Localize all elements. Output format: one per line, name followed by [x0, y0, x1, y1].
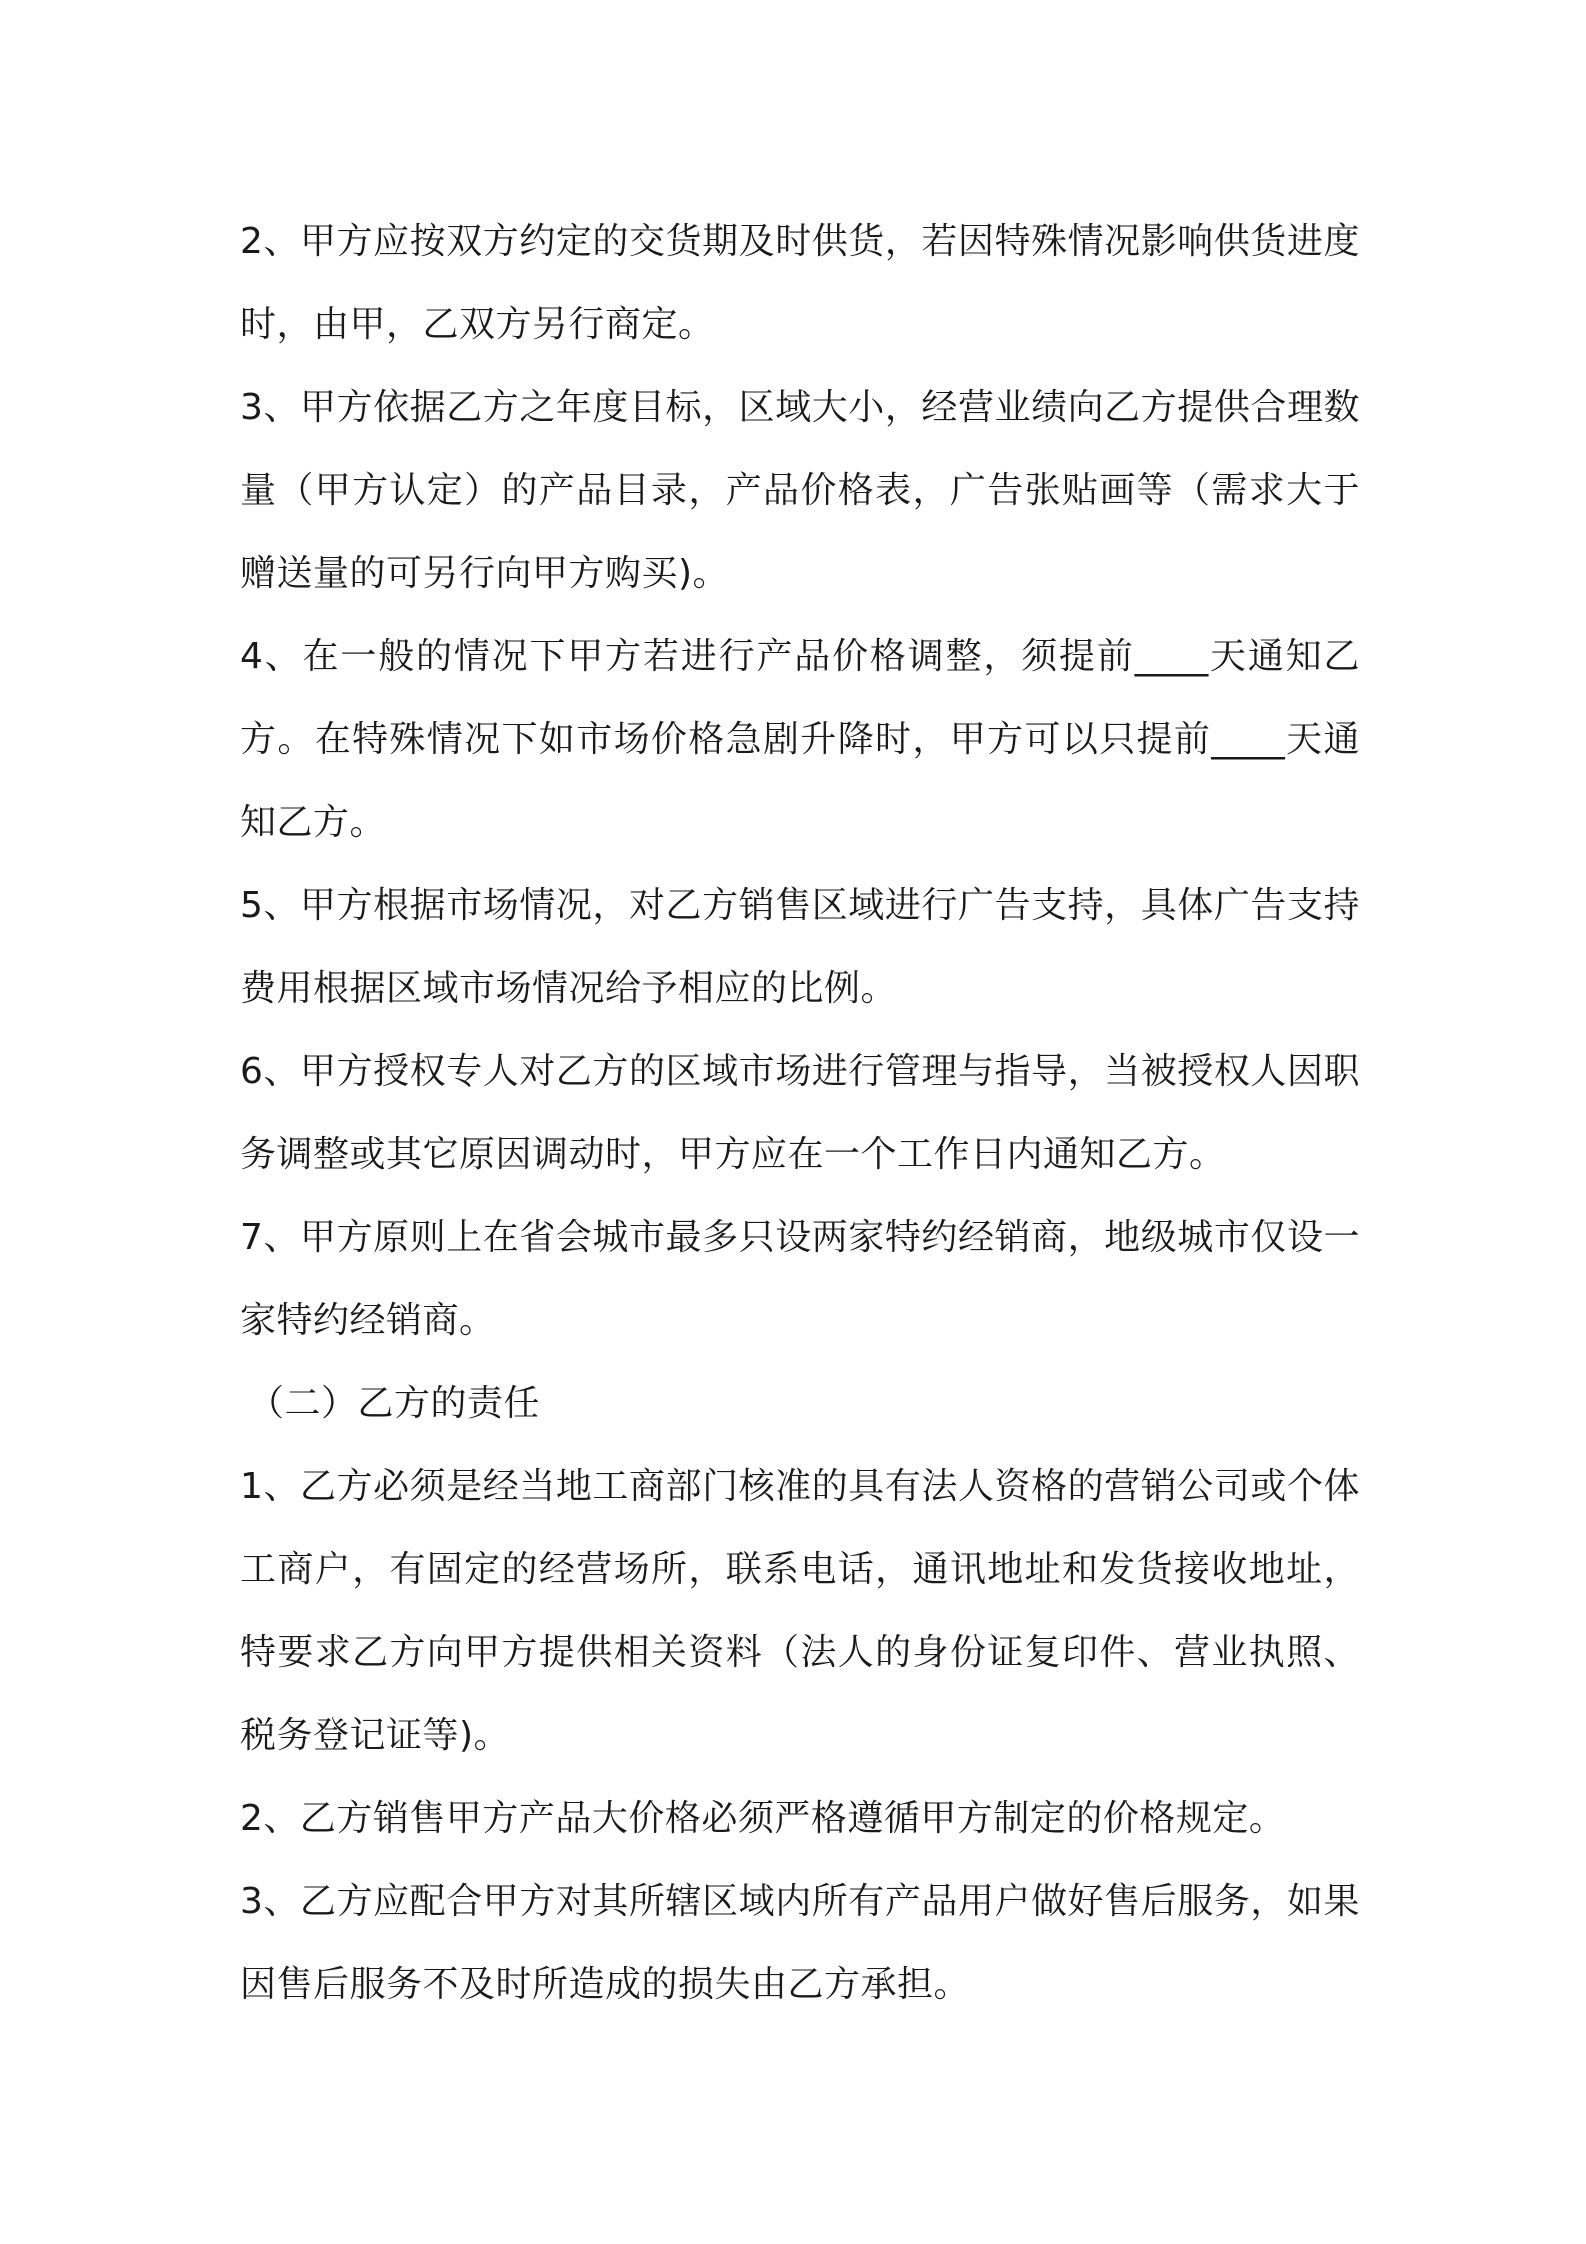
party-b-clause-2: 2、乙方销售甲方产品大价格必须严格遵循甲方制定的价格规定。 [240, 1798, 1286, 1839]
document-body [240, 200, 1360, 2026]
clause-7: 7、甲方原则上在省会城市最多只设两家特约经销商，地级城市仅设一家特约经销商。 [240, 1217, 1360, 1341]
clause-6: 6、甲方授权专人对乙方的区域市场进行管理与指导，当被授权人因职务调整或其它原因调动时，甲方应在一个工作日内通知乙方。 [240, 1051, 1360, 1175]
clause-5: 5、甲方根据市场情况，对乙方销售区域进行广告支持，具体广告支持费用根据区域市场情况给予相应的比例。 [240, 885, 1360, 1009]
party-b-clause-1: 1、乙方必须是经当地工商部门核准的具有法人资格的营销公司或个体工商户，有固定的经营场所，联系电话，通讯地址和发货接收地址，特要求乙方向甲方提供相关资料（法人的身份证复印件、营业执照、税务登记证等)。 [240, 1466, 1360, 1756]
party-b-clause-3: 3、乙方应配合甲方对其所辖区域内所有产品用户做好售后服务，如果因售后服务不及时所造成的损失由乙方承担。 [240, 1881, 1360, 2005]
clause-3: 3、甲方依据乙方之年度目标，区域大小，经营业绩向乙方提供合理数量（甲方认定）的产品目录，产品价格表，广告张贴画等（需求大于赠送量的可另行向甲方购买)。 [240, 387, 1360, 594]
clause-2: 2、甲方应按双方约定的交货期及时供货，若因特殊情况影响供货进度时，由甲，乙双方另行商定。 [240, 221, 1360, 345]
section-heading: （二）乙方的责任 [248, 1383, 541, 1424]
clause-4: 4、在一般的情况下甲方若进行产品价格调整，须提前____天通知乙方。在特殊情况下如市场价格急剧升降时，甲方可以只提前____天通知乙方。 [240, 636, 1360, 843]
